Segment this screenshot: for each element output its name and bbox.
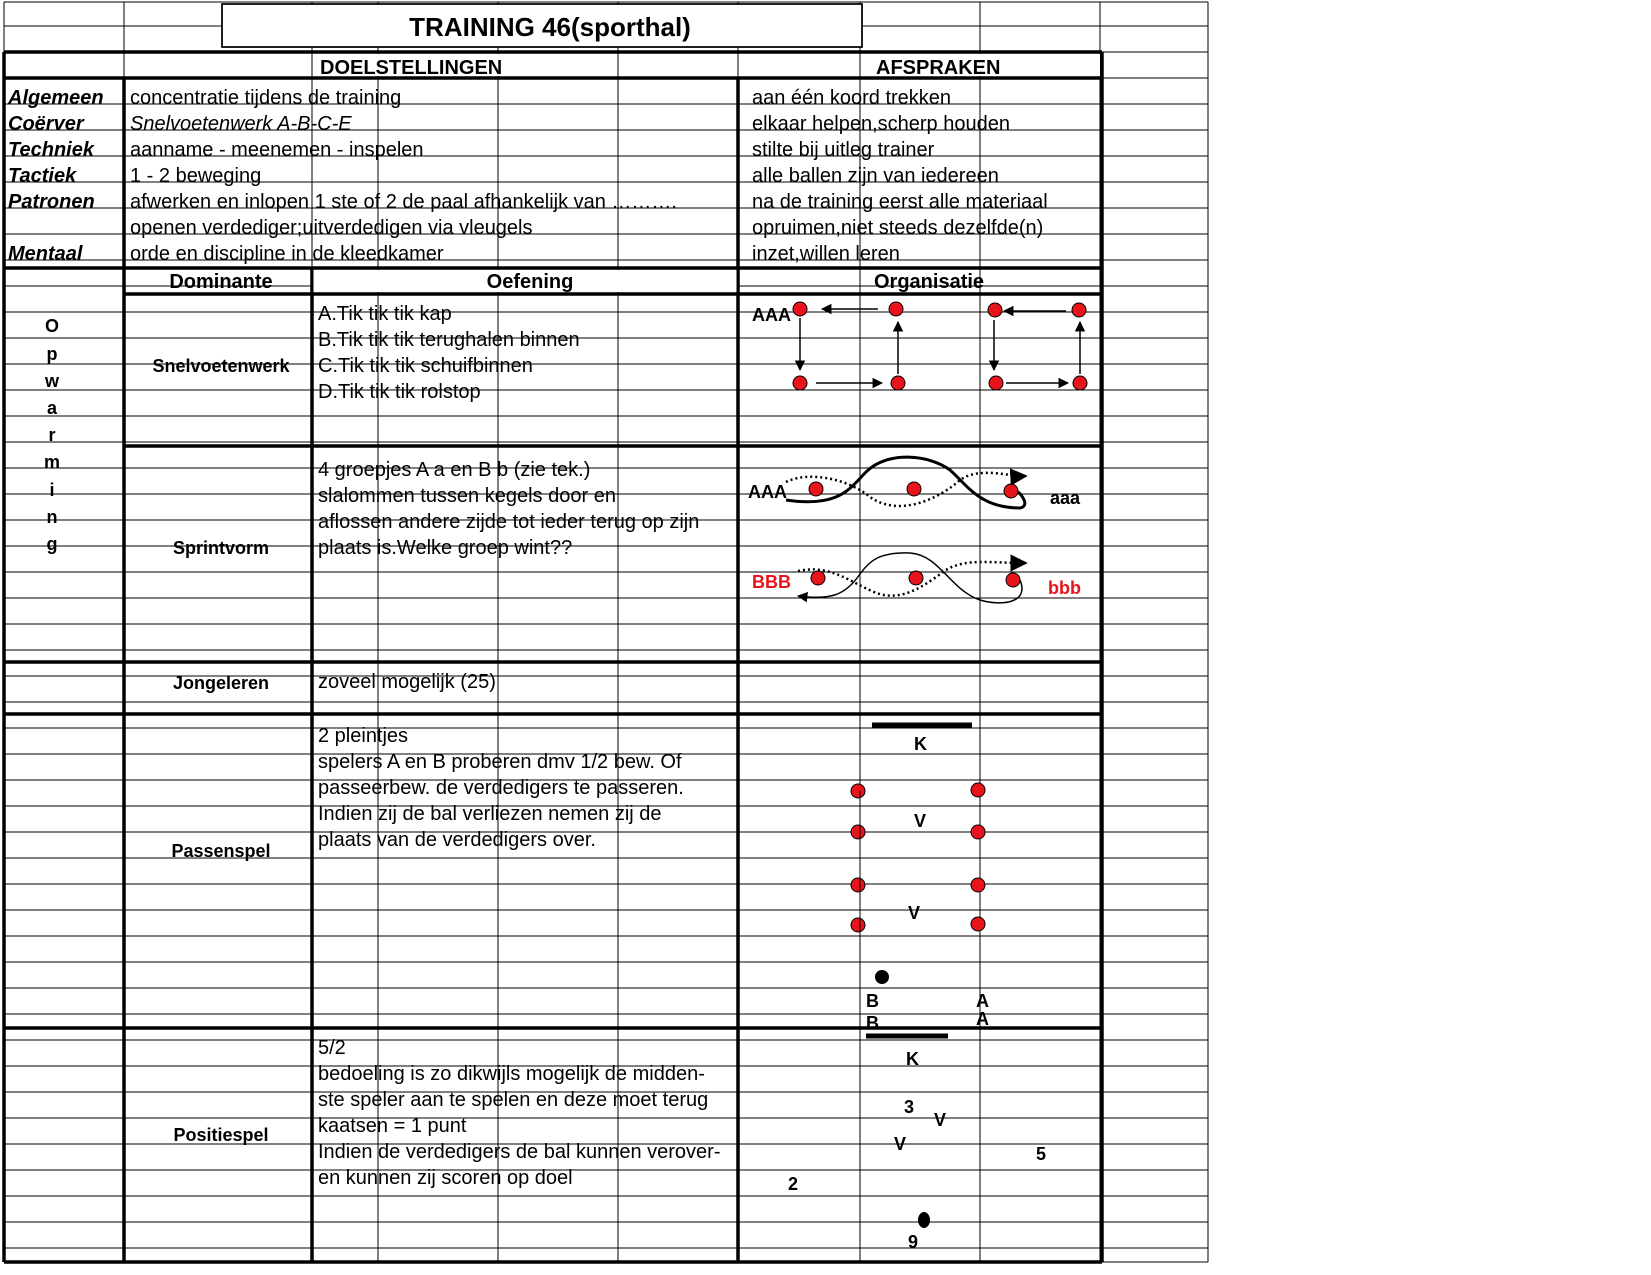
cone-icon [988,303,1002,317]
oefening-line: D.Tik tik tik rolstop [318,381,481,403]
cone-icon [889,302,903,316]
oefening-line: plaats is.Welke groep wint?? [318,537,573,559]
diagram-label: V [934,1110,947,1130]
goal-label-algemeen: Algemeen [8,87,104,109]
oefening-line: spelers A en B proberen dmv 1/2 bew. Of [318,751,682,773]
cone-icon [1072,303,1086,317]
oefening-line: kaatsen = 1 punt [318,1115,467,1137]
diagram-label: V [908,903,921,923]
oefening-line: B.Tik tik tik terughalen binnen [318,329,580,351]
header-organisatie: Organisatie [874,271,985,293]
goal-label-mentaal: Mentaal [8,243,83,265]
cone-icon [793,376,807,390]
goal-label-techniek: Techniek [8,139,94,161]
diagram-label: 9 [908,1232,919,1252]
cone-icon [971,825,985,839]
diagram-label: BBB [752,572,791,592]
oefening-line: Indien zij de bal verliezen nemen zij de [318,803,662,825]
cone-icon [971,783,985,797]
oefening-line: plaats van de verdedigers over. [318,829,596,851]
dominante-jongeleren: Jongeleren [172,673,270,693]
cone-icon [1004,484,1018,498]
oefening-line: zoveel mogelijk (25) [318,671,496,693]
page-title: TRAINING 46(sporthal) [409,12,691,42]
cone-icon [1073,376,1087,390]
diagram-label: 2 [788,1174,799,1194]
oefening-line: 2 pleintjes [318,725,409,747]
diagram-label: A [976,991,989,1011]
cone-icon [793,302,807,316]
diagram-label: K [906,1049,919,1069]
oefening-line: 4 groepjes A a en B b (zie tek.) [318,459,591,481]
goal-text-techniek: aanname - meenemen - inspelen [130,139,424,161]
diagram-label: K [914,734,927,754]
header-doelstellingen: DOELSTELLINGEN [320,57,503,79]
opwarming-letter: i [49,480,55,500]
oefening-line: A.Tik tik tik kap [318,303,452,325]
oefening-line: passeerbew. de verdedigers te passeren. [318,777,684,799]
diagram-label: AAA [752,305,791,325]
ball-icon [875,970,889,984]
diagram-label: AAA [748,482,787,502]
header-dominante: Dominante [169,271,273,293]
afspraak-7: inzet,willen leren [752,243,900,265]
cone-icon [907,482,921,496]
cone-icon [971,878,985,892]
opwarming-letter: g [46,534,58,554]
dominante-sprintvorm: Sprintvorm [172,538,269,558]
oefening-line: 5/2 [318,1037,346,1059]
afspraak-4: alle ballen zijn van iedereen [752,165,999,187]
opwarming-letter: p [46,344,58,364]
cone-icon [851,918,865,932]
diagram-label: B [866,991,879,1011]
cone-icon [851,784,865,798]
oefening-line: C.Tik tik tik schuifbinnen [318,355,533,377]
cone-icon [971,917,985,931]
opwarming-letter: O [44,316,59,336]
oefening-line: Indien de verdedigers de bal kunnen verover- [318,1141,721,1163]
diagram-label: B [866,1013,879,1033]
dominante-positiespel: Positiespel [173,1125,269,1145]
cone-icon [851,825,865,839]
goal-text-patronen-2: openen verdediger;uitverdedigen via vleugels [130,217,533,239]
opwarming-letter: a [46,398,57,418]
afspraak-6: opruimen,niet steeds dezelfde(n) [752,217,1044,239]
ball-icon [918,1212,930,1228]
goal-label-patronen: Patronen [8,191,95,213]
goal-text-tactiek: 1 - 2 beweging [130,165,262,187]
diagram-label: V [914,811,927,831]
oefening-line: en kunnen zij scoren op doel [318,1167,573,1189]
oefening-line: bedoeling is zo dikwijls mogelijk de midden- [318,1063,705,1085]
diagram-label: V [894,1134,907,1154]
goal-text-mentaal: orde en discipline in de kleedkamer [130,243,444,265]
cone-icon [811,571,825,585]
opwarming-letter: m [43,452,60,472]
diagram-label: 5 [1036,1144,1047,1164]
goal-label-coerver: Coërver [8,113,84,135]
cone-icon [1006,573,1020,587]
header-afspraken: AFSPRAKEN [876,57,1001,79]
opwarming-letter: n [46,507,58,527]
opwarming-letter: w [44,371,59,391]
afspraak-2: elkaar helpen,scherp houden [752,113,1010,135]
oefening-line: slalommen tussen kegels door en [318,485,616,507]
dominante-snelvoetenwerk: Snelvoetenwerk [152,356,290,376]
opwarming-letter: r [48,425,56,445]
goal-text-coerver: Snelvoetenwerk A-B-C-E [130,113,352,135]
slalom-path-line [786,457,1025,508]
cone-icon [851,878,865,892]
afspraak-1: aan één koord trekken [752,87,952,109]
goal-label-tactiek: Tactiek [8,165,77,187]
diagram-label: 3 [904,1097,915,1117]
oefening-line: aflossen andere zijde tot ieder terug op zijn [318,511,700,533]
diagram-label: bbb [1048,578,1081,598]
cone-icon [909,571,923,585]
goal-text-patronen: afwerken en inlopen 1 ste of 2 de paal afhankelijk van ………. [130,191,677,213]
cone-icon [809,482,823,496]
diagram-label: aaa [1050,488,1081,508]
cone-icon [989,376,1003,390]
afspraak-5: na de training eerst alle materiaal [752,191,1048,213]
goal-text-algemeen: concentratie tijdens de training [130,87,402,109]
oefening-line: ste speler aan te spelen en deze moet terug [318,1089,709,1111]
afspraak-3: stilte bij uitleg trainer [752,139,935,161]
diagram-label: A [976,1009,989,1029]
dominante-passenspel: Passenspel [171,841,271,861]
header-oefening: Oefening [486,271,574,293]
cone-icon [891,376,905,390]
